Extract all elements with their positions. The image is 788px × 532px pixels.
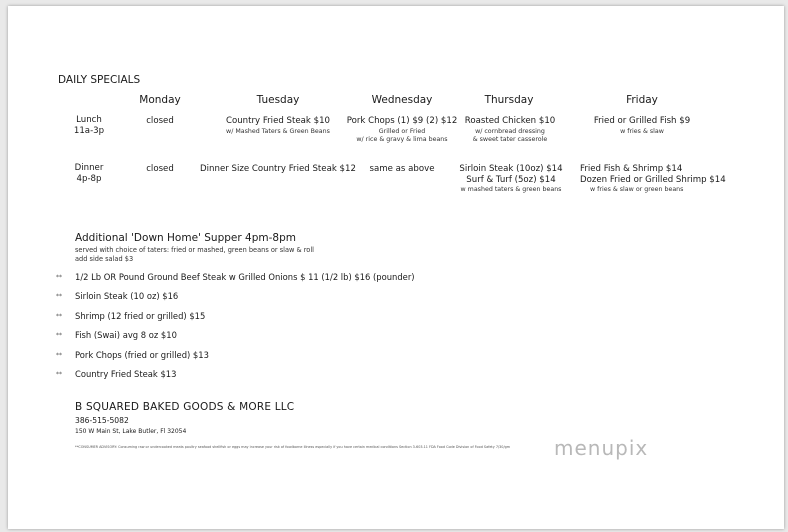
lunch-tuesday [208, 116, 348, 136]
day-tuesday: Tuesday [256, 94, 300, 106]
lunch-thursday-main: Roasted Chicken $10 [464, 116, 556, 126]
bullet-icon: ** [56, 351, 62, 359]
supper-item-text: Shrimp (12 fried or grilled) $15 [75, 310, 206, 321]
lunch-tuesday-main: Country Fried Steak $10 [225, 116, 331, 126]
company-address: 150 W Main St, Lake Butler, Fl 32054 [75, 428, 187, 435]
lunch-label [68, 115, 110, 137]
bullet-icon: ** [56, 370, 62, 378]
lunch-friday-sub: w fries & slaw [620, 128, 664, 135]
supper-item-text: Pork Chops (fried or grilled) $13 [75, 349, 209, 360]
dinner-thursday-main1: Sirloin Steak (10oz) $14 [459, 164, 563, 174]
dinner-tuesday: Dinner Size Country Fried Steak $12 [200, 164, 356, 174]
supper-item-text: Sirloin Steak (10 oz) $16 [75, 291, 179, 302]
day-friday: Friday [626, 94, 658, 106]
day-monday: Monday [139, 94, 181, 106]
lunch-friday-main: Fried or Grilled Fish $9 [593, 116, 691, 126]
bullet-icon: ** [56, 274, 62, 281]
bullet-icon: ** [56, 293, 62, 301]
consumer-advisory: **CONSUMER ADVISORY: Consuming raw or undercooked meats poultry seafood shellfish or eggs may increase your risk of foodborne illness especially if you have certain medical conditions Section 3-603.11 FDA Food Code Division of Food Safety 7/30/gm [75, 445, 511, 449]
lunch-thursday [460, 116, 560, 144]
dinner-thursday-sub: w mashed taters & green beans [460, 186, 562, 193]
day-wednesday: Wednesday [371, 94, 433, 106]
lunch-friday [582, 116, 702, 136]
lunch-wednesday-sub1: Grilled or Fried [378, 128, 426, 135]
lunch-thursday-sub1: w/ cornbread dressing [475, 128, 545, 135]
menupix-watermark: menupix [554, 436, 649, 460]
page-title: DAILY SPECIALS [58, 74, 141, 86]
supper-title: Additional 'Down Home' Supper 4pm-8pm [75, 232, 296, 244]
bullet-icon: ** [56, 312, 62, 320]
lunch-tuesday-sub: w/ Mashed Taters & Green Beans [226, 128, 330, 135]
dinner-wednesday: same as above [369, 164, 435, 174]
dinner-hours: 4p-8p [76, 174, 102, 184]
lunch-hours: 11a-3p [73, 126, 105, 136]
dinner-thursday-main2: Surf & Turf (5oz) $14 [466, 175, 556, 185]
dinner-friday-sub: w fries & slaw or green beans [590, 186, 684, 193]
supper-note-1: served with choice of taters: fried or mashed, green beans or slaw & roll [75, 246, 314, 254]
dinner-friday-main2: Dozen Fried or Grilled Shrimp $14 [580, 175, 726, 185]
lunch-wednesday-sub2: w/ rice & gravy & lima beans [356, 136, 448, 143]
lunch-label-text: Lunch [76, 115, 102, 125]
company-name: B SQUARED BAKED GOODS & MORE LLC [75, 401, 295, 413]
company-phone: 386-515-5082 [75, 416, 129, 425]
supper-note-2: add side salad $3 [75, 255, 134, 263]
dinner-thursday [456, 164, 566, 194]
supper-item-text: Country Fried Steak $13 [75, 368, 177, 379]
dinner-friday-main1: Fried Fish & Shrimp $14 [580, 164, 683, 174]
supper-item-text: 1/2 Lb OR Pound Ground Beef Steak w Grilled Onions $ 11 (1/2 lb) $16 (pounder) [75, 272, 415, 282]
dinner-label [68, 163, 110, 185]
dinner-friday [580, 164, 730, 194]
dinner-label-text: Dinner [74, 163, 104, 173]
dinner-monday: closed [146, 164, 174, 174]
supper-item-text: Fish (Swai) avg 8 oz $10 [75, 330, 177, 341]
lunch-monday: closed [146, 116, 174, 126]
bullet-icon: ** [56, 332, 62, 340]
lunch-thursday-sub2: & sweet tater casserole [472, 136, 548, 143]
day-thursday: Thursday [484, 94, 534, 106]
menu-page [8, 6, 784, 529]
lunch-wednesday-main: Pork Chops (1) $9 (2) $12 [346, 116, 458, 126]
lunch-wednesday [346, 116, 458, 144]
